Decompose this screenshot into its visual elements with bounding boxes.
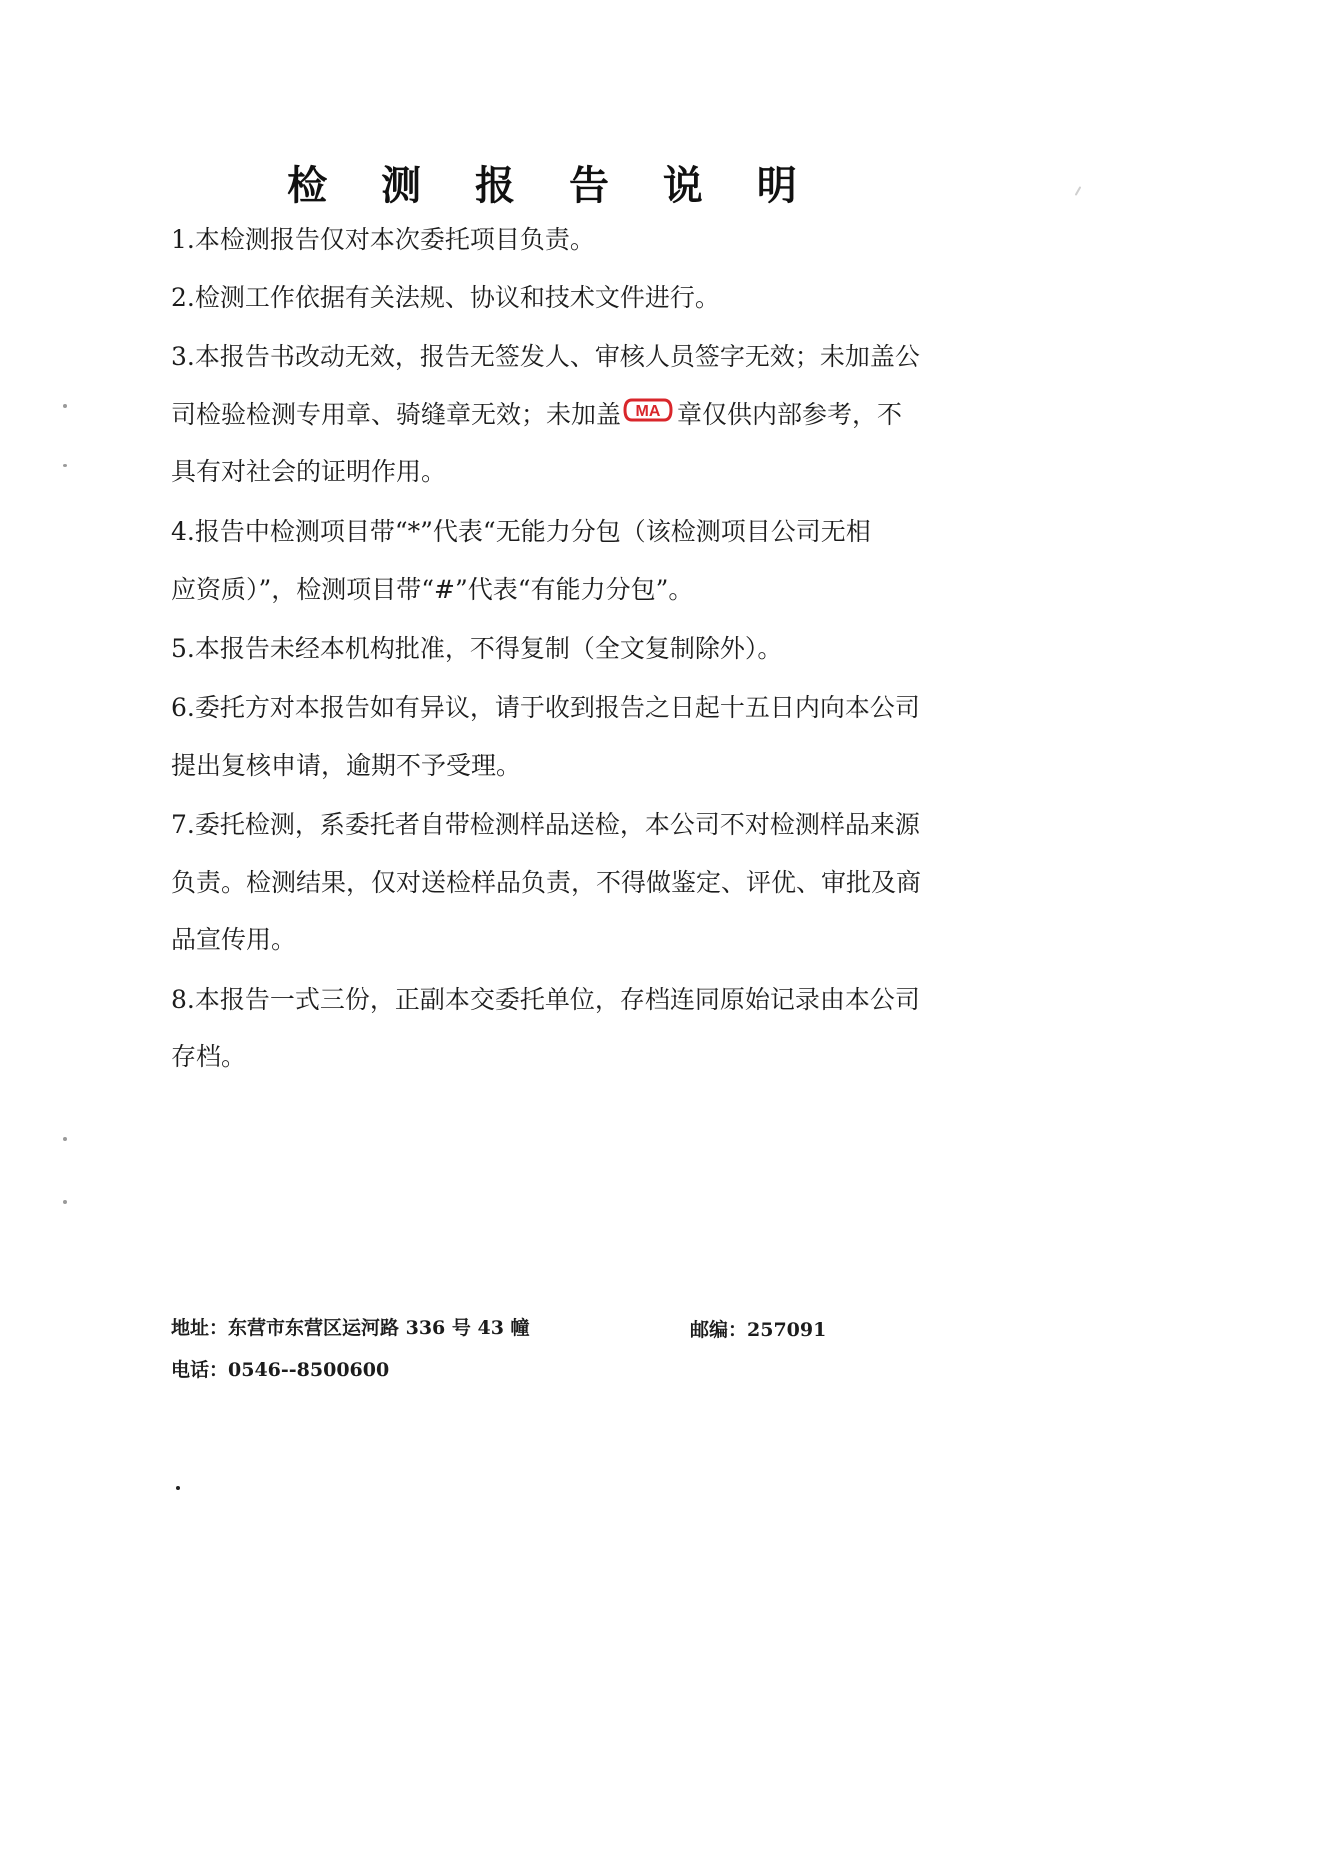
note-item-7-line-3: 品宣传用。	[171, 925, 297, 954]
note-item-7-line-2: 负责。检测结果，仅对送检样品负责，不得做鉴定、评优、审批及商	[171, 868, 922, 897]
note-item-7-line-1: 7.委托检测，系委托者自带检测样品送检，本公司不对检测样品来源	[171, 810, 920, 839]
note-item-3-line-2	[171, 399, 902, 434]
note-item-8-line-1: 8.本报告一式三份，正副本交委托单位，存档连同原始记录由本公司	[171, 985, 920, 1014]
svg-text:MA: MA	[635, 402, 661, 420]
note-item-3-line-1: 3.本报告书改动无效，报告无签发人、审核人员签字无效；未加盖公	[171, 342, 920, 371]
note-item-3-line-2-text: 司检验检测专用章、骑缝章无效；未加盖	[171, 400, 622, 429]
cma-stamp-icon	[623, 397, 673, 431]
scan-speck	[176, 1486, 180, 1490]
note-item-8-line-2: 存档。	[171, 1042, 247, 1071]
note-item-5: 5.本报告未经本机构批准，不得复制（全文复制除外）。	[171, 634, 783, 663]
scan-speck	[63, 1137, 67, 1141]
scan-speck	[63, 464, 67, 467]
cma-stamp-graphic	[623, 397, 673, 423]
note-item-2: 2.检测工作依据有关法规、协议和技术文件进行。	[171, 283, 720, 312]
note-item-6-line-1: 6.委托方对本报告如有异议，请于收到报告之日起十五日内向本公司	[171, 693, 920, 722]
scan-speck	[63, 1200, 67, 1204]
footer-phone: 电话：0546--8500600	[171, 1359, 390, 1381]
note-item-4-line-2: 应资质）”，检测项目带“#”代表“有能力分包”。	[171, 575, 694, 604]
note-item-6-line-2: 提出复核申请，逾期不予受理。	[171, 751, 522, 780]
page-title: 检 测 报 告 说 明	[287, 163, 817, 209]
note-item-4-line-1: 4.报告中检测项目带“*”代表“无能力分包（该检测项目公司无相	[171, 517, 871, 546]
note-item-3-line-2-tail: 章仅供内部参考，不	[677, 400, 903, 429]
footer-postcode: 邮编：257091	[690, 1319, 827, 1341]
footer-address: 地址：东营市东营区运河路 336 号 43 幢	[171, 1317, 530, 1339]
note-item-3-line-3: 具有对社会的证明作用。	[171, 457, 447, 486]
scan-speck	[63, 404, 67, 408]
note-item-1: 1.本检测报告仅对本次委托项目负责。	[171, 225, 595, 254]
